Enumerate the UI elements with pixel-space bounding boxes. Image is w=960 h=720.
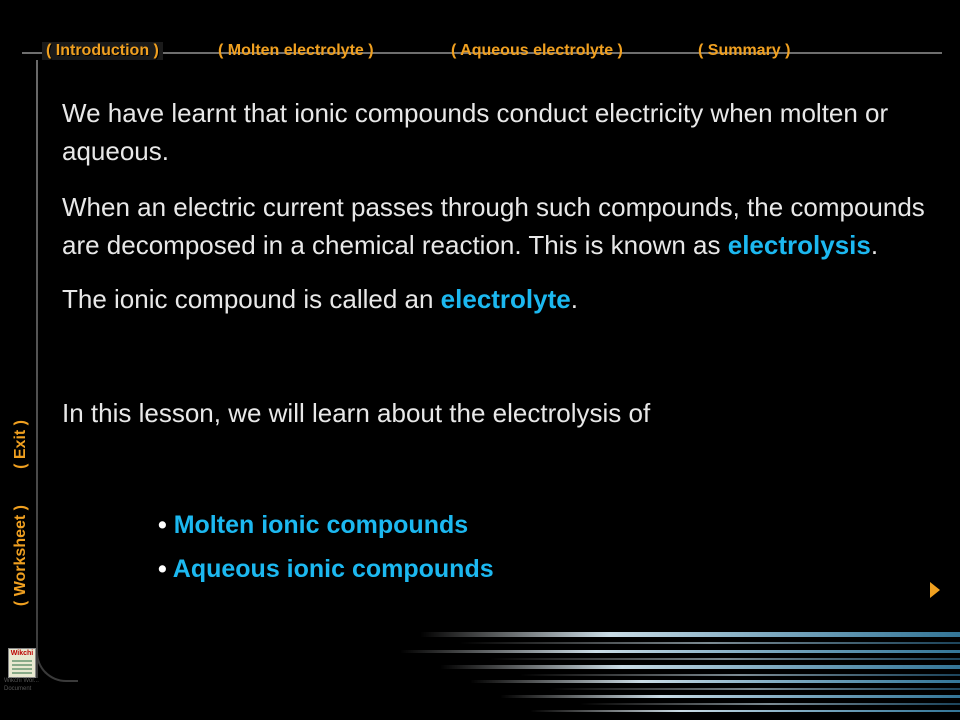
nav-introduction[interactable]: ( Introduction ): [42, 42, 163, 60]
logo-lines: [9, 660, 35, 674]
term-electrolysis: electrolysis: [727, 230, 871, 260]
term-electrolyte: electrolyte: [440, 284, 571, 314]
side-navigation: [4, 420, 34, 645]
main-content: [62, 94, 942, 432]
worksheet-logo-icon[interactable]: [8, 648, 36, 678]
frame-corner: [36, 640, 78, 682]
logo-caption: [4, 677, 64, 693]
paragraph-electrolyte: [62, 280, 942, 318]
logo-label: Wikchi: [10, 650, 34, 657]
paragraph-electrolysis: [62, 188, 942, 264]
bullet-dot-icon: •: [158, 555, 173, 583]
frame-left-line: [36, 60, 38, 678]
nav-exit[interactable]: ( Exit ): [12, 420, 29, 469]
top-navigation: [0, 38, 960, 66]
paragraph-intro: We have learnt that ionic compounds conduct electricity when molten or aqueous.: [62, 98, 889, 166]
nav-molten-electrolyte[interactable]: ( Molten electrolyte ): [218, 42, 374, 59]
light-streaks: [400, 620, 960, 720]
text-segment: .: [870, 230, 879, 260]
text-segment: The ionic compound is called an: [62, 284, 441, 314]
bullet-label: Molten ionic compounds: [173, 511, 469, 539]
nav-worksheet[interactable]: ( Worksheet ): [12, 505, 29, 607]
text-segment: When an electric current passes through such compounds, the compounds are decomposed in a chemical reaction. This is known as: [62, 192, 925, 260]
next-arrow-icon[interactable]: [930, 582, 940, 598]
nav-summary[interactable]: ( Summary ): [698, 42, 791, 59]
list-item: [158, 547, 494, 591]
bullet-list: [158, 503, 494, 591]
list-item: [158, 503, 494, 547]
bullet-dot-icon: •: [158, 511, 174, 539]
logo-caption-line: Document: [4, 686, 32, 692]
paragraph-lesson: In this lesson, we will learn about the electrolysis of: [62, 398, 651, 428]
text-segment: .: [570, 284, 578, 314]
nav-aqueous-electrolyte[interactable]: ( Aqueous electrolyte ): [451, 42, 623, 59]
bullet-label: Aqueous ionic compounds: [172, 555, 494, 583]
logo-caption-line: Wikchi Wor...: [4, 678, 39, 684]
